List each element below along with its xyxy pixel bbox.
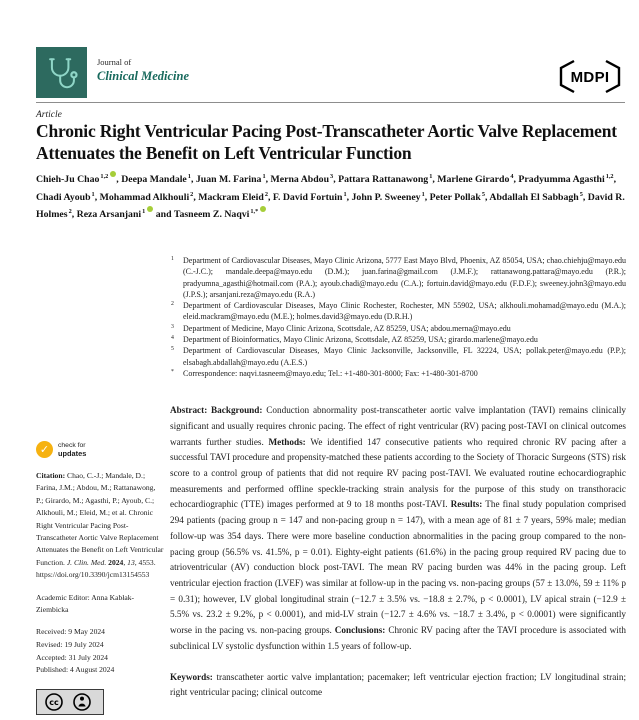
affiliation-text: Department of Cardiovascular Diseases, Mayo Clinic Arizona, 5777 East Mayo Blvd, Phoenix, AZ 85054, USA; chao.chiehju@mayo.edu (C.-J.C.); mandale.deepa@mayo.edu (D.M.); juan.farina@gmail.com (J.M.F.); rattanawong.pattara@mayo.edu (P.R.); pradyumna_agasthi@hotmail.com (P.A.); ayoub.chadi@mayo.edu (C.A.); fortuin.david@mayo.edu (F.D.F.); sweeney.john3@mayo.edu (J.P.S.); arsanjani.reza@mayo.edu (R.A.): [183, 256, 626, 299]
affiliation-item: [170, 300, 626, 323]
author: John P. Sweeney$^1$,: [351, 190, 430, 203]
author: Deepa Mandale$^1$,: [121, 173, 196, 186]
affiliation-marker: *: [171, 368, 174, 375]
abstract-segment: Conclusions:: [334, 625, 389, 636]
citation-segment: 13: [127, 557, 135, 567]
attribution-icon: [74, 694, 90, 710]
header-divider: [36, 102, 625, 103]
affiliation-item: [170, 334, 626, 345]
author: Mohammad Alkhouli$^2$,: [99, 190, 199, 203]
stethoscope-icon: [40, 51, 84, 95]
orcid-icon[interactable]: [260, 206, 267, 213]
keywords-label: Keywords:: [170, 671, 217, 682]
author-affiliation-sup: 4: [510, 173, 514, 180]
affiliation-item: [170, 255, 626, 300]
citation: [36, 470, 164, 582]
sidebar: [36, 441, 164, 715]
affiliation-text: Correspondence: naqvi.tasneem@mayo.edu; Tel.: +1-480-301-8000; Fax: +1-480-301-8700: [183, 368, 478, 378]
date-line: Accepted: 31 July 2024: [36, 652, 108, 662]
check-for-updates-badge[interactable]: [36, 441, 164, 458]
cc-by-icons: [41, 692, 99, 712]
author-affiliation-sup: 1,2: [100, 173, 109, 180]
date-line: Received: 9 May 2024: [36, 627, 105, 637]
author: F. David Fortuin$^1$,: [272, 190, 352, 203]
author-affiliation-sup: 1,*: [250, 208, 259, 216]
affiliation-marker: 2: [171, 301, 174, 308]
affiliation-text: Department of Cardiovascular Diseases, Mayo Clinic Jacksonville, Jacksonville, FL 32224, USA; pollak.peter@mayo.edu (P.P.); elsabagh.abdallah@mayo.edu (A.E.S.): [183, 346, 626, 367]
affiliation-marker: 4: [171, 335, 174, 342]
author-affiliation-sup: 1: [142, 208, 146, 216]
author-affiliation-sup: 2: [264, 190, 268, 198]
journal-name: Clinical Medicine: [97, 69, 190, 83]
author-affiliation-sup: 1: [429, 173, 433, 180]
keywords: [170, 670, 626, 701]
author: Pradyumma Agasthi$^{1,2}$,: [518, 173, 617, 186]
citation-segment: ,: [123, 557, 128, 567]
journal-prefix: Journal of: [97, 57, 132, 67]
author: Tasneem Z. Naqvi$^{1,*}$: [174, 209, 266, 220]
author-affiliation-sup: 1: [421, 190, 425, 198]
author-affiliation-sup: 5: [579, 190, 583, 198]
cc-license-badge[interactable]: [36, 689, 104, 715]
author-affiliation-sup: 5: [481, 190, 486, 198]
abstract-segment: The final study population comprised 294 patients (pacing group n = 147 and non-pacing group n = 147), with a mean age of 81 ± 7 years, 59% male; median follow-up was 354 days. There were more baseline conduction abnormalities in the pacing group compared to the non-pacing group (56.5% vs. 41.5%, p = 0.01). Eighty-eight patients (61.6%) in the pacing group required RV pacing due to atrioventricular (AV) conduction block post-TAVI. The mean RV pacing burden was 44% in the pacing group. Left ventricular ejection fraction (LVEF) was similar at follow-up in the pacing vs. non-pacing groups (57 ± 13.0%, 59 ± 11% p = 0.31); however, LV global longitudinal strain (−12.7 ± 3.5% vs. −18.8 ± 2.7%, p < 0.0001), LV apical strain (−12.9 ± 5.5% vs. 23.2 ± 9.2%, p < 0.0001), and mid-LV strain (−12.7 ± 4.6% vs. −18.7 ± 3.4%, p < 0.0001) were significantly worse in the pacing vs. non-pacing groups.: [170, 499, 626, 636]
citation-segment: Citation:: [36, 471, 68, 480]
affiliation-marker: 1: [171, 256, 174, 262]
history-dates: [36, 626, 164, 676]
affiliation-marker: 3: [171, 323, 174, 330]
keywords-text: transcatheter aortic valve implantation; pacemaker; left ventricular ejection fraction; LV longitudinal strain; right ventricular pacing; clinical outcome: [170, 671, 627, 698]
author: Marlene Girardo$^4$,: [437, 173, 519, 186]
academic-editor: Academic Editor: Anna Kabłak-Ziembicka: [36, 592, 135, 615]
abstract-segment: Conduction abnormality post-transcatheter aortic valve implantation (TAVI) remains clinically significant and usually requires chronic pacing. The effect of right ventricular (RV) pacing post-TAVI on clinical outcomes warrants further studies.: [170, 405, 626, 447]
author: Peter Pollak$^5$,: [429, 190, 490, 203]
abstract-segment: Methods:: [268, 436, 311, 447]
author-affiliation-sup: 3: [330, 173, 334, 180]
affiliation-text: Department of Bioinformatics, Mayo Clinic Arizona, Scottsdale, AZ 85259, USA; girardo.marlene@mayo.edu: [183, 335, 538, 345]
affiliation-item: [170, 323, 626, 334]
journal-title-block: [97, 57, 189, 84]
author: Chadi Ayoub$^1$,: [36, 190, 100, 203]
journal-logo: [36, 47, 87, 98]
date-line: Revised: 19 July 2024: [36, 640, 104, 650]
main-column: [170, 255, 626, 701]
affiliation-text: Department of Medicine, Mayo Clinic Arizona, Scottsdale, AZ 85259, USA; abdou.merna@mayo.edu: [183, 323, 511, 333]
article-type-label: Article: [36, 110, 62, 120]
affiliation-item: [170, 368, 626, 379]
affiliation-text: Department of Cardiovascular Diseases, Mayo Clinic Rochester, Rochester, MN 55902, USA; alkhouli.mohamad@mayo.edu (M.A.); eleid.mackram@mayo.edu (M.E.); holmes.david3@mayo.edu (D.R.H.): [183, 301, 626, 322]
author: Chieh-Ju Chao$^{1,2}$ ,: [36, 174, 121, 185]
citation-segment: 2024: [108, 557, 124, 567]
affiliation-item: [170, 345, 626, 368]
date-line: Published: 4 August 2024: [36, 665, 115, 675]
author-list: [36, 170, 625, 223]
author: Abdallah El Sabbagh$^5$,: [489, 190, 588, 203]
author-affiliation-sup: 1,2: [605, 173, 614, 180]
author: Merna Abdou$^3$,: [270, 173, 339, 186]
author-affiliation-sup: 1: [262, 173, 266, 180]
citation-segment: J. Clin. Med.: [66, 557, 109, 567]
abstract-segment: Results:: [450, 499, 486, 510]
abstract-segment: Chronic RV pacing after the TAVI procedure is associated with subclinical LV systolic dysfunction within 1.5 years of follow-up.: [170, 625, 626, 651]
abstract: [170, 403, 626, 654]
mdpi-logo[interactable]: [554, 58, 626, 96]
author: Juan M. Farina$^1$,: [195, 173, 271, 186]
author-affiliation-sup: 2: [190, 190, 194, 198]
author-affiliation-sup: 1: [187, 173, 191, 180]
svg-text:cc: cc: [49, 697, 59, 707]
check-for-updates-label: check for updates: [58, 441, 87, 458]
author: David R. Holmes$^2$,: [36, 191, 625, 221]
author: Pattara Rattanawong$^1$,: [338, 173, 438, 186]
abstract-segment: Abstract: Background:: [170, 405, 267, 416]
citation-segment: , 4553. https://doi.org/10.3390/jcm13154553: [36, 557, 156, 580]
affiliation-marker: 5: [171, 346, 174, 353]
mdpi-label: MDPI: [570, 69, 610, 86]
check-icon: ✓: [36, 441, 53, 458]
author: Mackram Eleid$^2$,: [198, 190, 273, 203]
author-affiliation-sup: 1: [343, 190, 347, 198]
citation-segment: Chao, C.-J.; Mandale, D.; Farina, J.M.; Abdou, M.; Rattanawong, P.; Girardo, M.; Agasthi, P.; Ayoub, C.; Alkhouli, M.; Eleid, M.; et al. Chronic Right Ventricular Pacing Post-Transcatheter Aortic Valve Replacement Attenuates the Benefit on Left Ventricular Function.: [36, 471, 164, 567]
abstract-segment: We identified 147 consecutive patients who required chronic RV pacing after a successful TAVI procedure and propensity-matched these patients according to the Society of Thoracic Surgeons (STS) risk score to a control group of patients that did not require RV pacing post-TAVI. We evaluated routine echocardiographic measurements and performed offline speckle-tracking strain analysis for the purpose of this study on transthoracic echocardiographic (TTE) images performed at 9 to 18 months post-TAVI.: [170, 436, 626, 510]
affiliations: [170, 255, 626, 379]
author-affiliation-sup: 2: [68, 208, 72, 216]
author-affiliation-sup: 1: [91, 190, 95, 198]
author: Reza Arsanjani$^1$ and: [77, 209, 174, 220]
page-title: Chronic Right Ventricular Pacing Post-Transcatheter Aortic Valve Replacement Attenuates the Benefit on Left Ventricular Function: [36, 121, 617, 163]
